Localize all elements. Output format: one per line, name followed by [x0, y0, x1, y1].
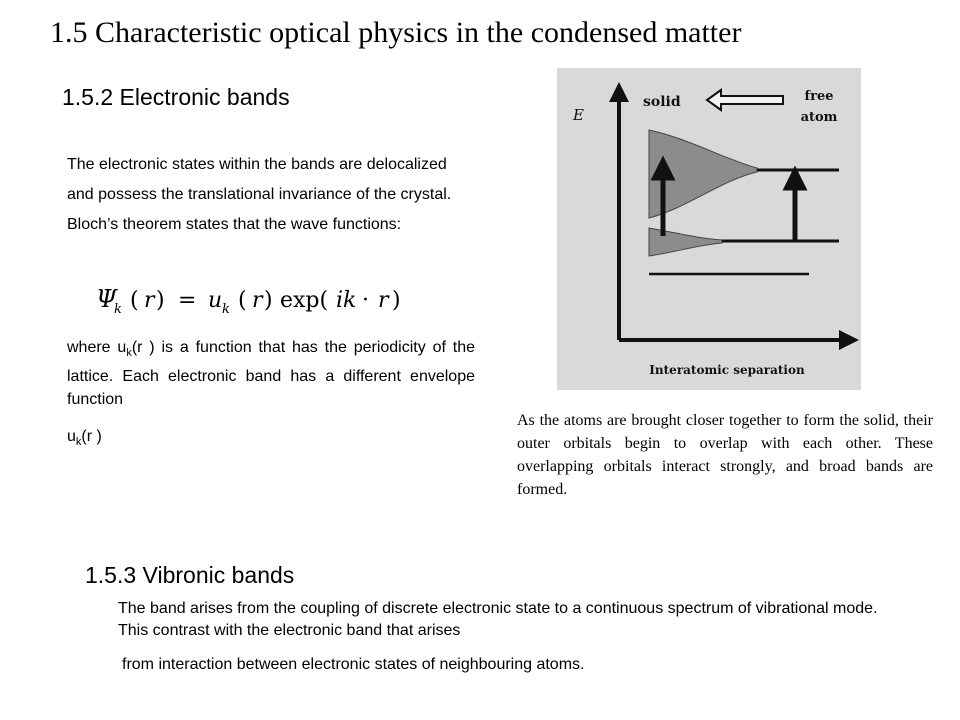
band-formation-diagram: [557, 68, 861, 390]
solid-label: solid: [643, 94, 681, 110]
svg-text:Ψ: Ψ: [96, 285, 118, 313]
uk-argument: (r ): [81, 428, 102, 445]
uk-base: u: [67, 428, 76, 445]
bloch-explanation-paragraph: [67, 336, 475, 411]
svg-text:·: ·: [362, 288, 369, 313]
separation-axis-label: Interatomic separation: [649, 363, 805, 377]
svg-text:k: k: [222, 302, 230, 317]
bloch-explanation-pre: where u: [67, 339, 127, 356]
free-atom-label-line1: free: [804, 89, 834, 104]
electronic-intro-paragraph: The electronic states within the bands are delocalized and possess the translational invariance of the crystal. Bloch’s theorem states that the wave functions:: [67, 156, 452, 233]
free-atom-label-line2: atom: [800, 110, 838, 125]
svg-text:r: r: [144, 288, 155, 313]
vibronic-paragraph: The band arises from the coupling of discrete electronic state to a continuous spectrum of vibrational mode. This contrast with the electronic band that arises: [118, 600, 878, 639]
bloch-formula-text: Ψk(r) = uk(r) exp(ik·r): [90, 280, 100, 281]
uk-subscript: k: [75, 436, 82, 449]
energy-axis-label: E: [573, 106, 584, 124]
section-heading-electronic-bands: 1.5.2 Electronic bands: [62, 84, 290, 110]
svg-text:): ): [392, 288, 401, 313]
svg-text:u: u: [208, 288, 223, 313]
svg-text:(: (: [238, 288, 247, 313]
section-heading-vibronic-bands: 1.5.3 Vibronic bands: [85, 562, 295, 588]
page-title: 1.5 Characteristic optical physics in the condensed matter: [50, 16, 742, 49]
svg-text:): ): [264, 288, 273, 313]
svg-text:=: =: [178, 288, 197, 313]
svg-text:): ): [156, 288, 165, 313]
bloch-explanation-post: (r ) is a function that has the periodicity of the lattice. Each electronic band has a different envelope function: [67, 339, 475, 409]
svg-text:exp(: exp(: [280, 288, 329, 313]
figure-caption: As the atoms are brought closer together to form the solid, their outer orbitals begin to overlap with each other. These overlapping orbitals interact strongly, and broad bands are formed.: [517, 412, 933, 498]
svg-text:r: r: [252, 288, 263, 313]
svg-text:r: r: [378, 288, 389, 313]
svg-text:(: (: [130, 288, 139, 313]
envelope-function-symbol: [67, 428, 102, 448]
vibronic-paragraph-continuation: from interaction between electronic states of neighbouring atoms.: [122, 656, 585, 673]
bloch-explanation-sub: k: [126, 347, 132, 360]
bloch-formula: [90, 280, 420, 320]
svg-text:ik: ik: [336, 288, 357, 313]
svg-text:k: k: [114, 302, 122, 317]
